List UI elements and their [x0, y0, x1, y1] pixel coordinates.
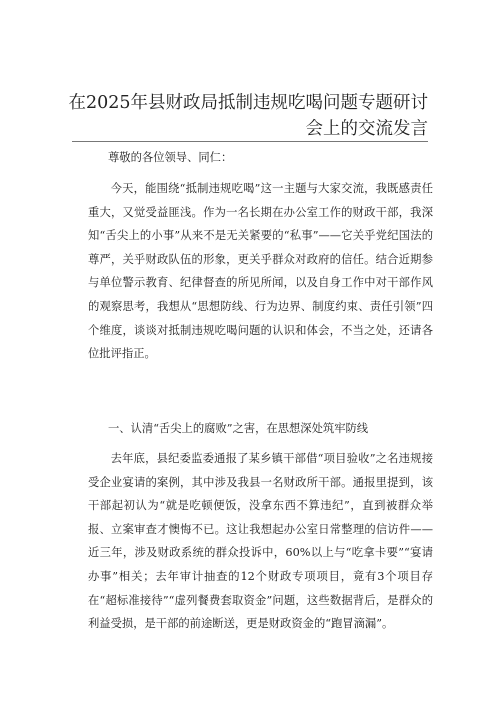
salutation: 尊敬的各位领导、同仁：	[108, 151, 233, 164]
document-title-line-2: 会上的交流发言	[305, 119, 428, 139]
section-heading-1: 一、认清“舌尖上的腐败”之害，在思想深处筑牢防线	[108, 422, 369, 435]
document-title-line-1: 在2025年县财政局抵制违规吃喝问题专题研讨	[68, 93, 428, 113]
paragraph-intro: 今天，能围绕“抵制违规吃喝”这一主题与大家交流，我既感责任重大，又觉受益匪浅。作为一名长期在办公室工作的财政干部，我深知“舌尖上的小事”从来不是无关紧要的“私事”——它关乎党纪国法的尊严，关乎财政队伍的形象，更关乎群众对政府的信任。结合近期参与单位警示教育、纪律督查的所见所闻，以及自身工作中对干部作风的观察思考，我想从“思想防线、行为边界、制度约束、责任引领”四个维度，谈谈对抵制违规吃喝问题的认识和体会，不当之处，还请各位批评指正。	[88, 182, 433, 361]
title-divider	[72, 141, 428, 142]
paragraph-section-1: 去年底，县纪委监委通报了某乡镇干部借“项目验收”之名违规接受企业宴请的案例，其中涉及我县一名财政所干部。通报里提到，该干部起初认为“就是吃顿便饭，没拿东西不算违纪”，直到被群众举报、立案审查才懊悔不已。这让我想起办公室日常整理的信访件——近三年，涉及财政系统的群众投诉中，60%以上与“吃拿卡要”“宴请办事”相关；去年审计抽查的12个财政专项项目，竟有3个项目存在“超标准接待”“虚列餐费套取资金”问题，这些数据背后，是群众的利益受损，是干部的前途断送，更是财政资金的“跑冒滴漏”。	[88, 452, 433, 631]
